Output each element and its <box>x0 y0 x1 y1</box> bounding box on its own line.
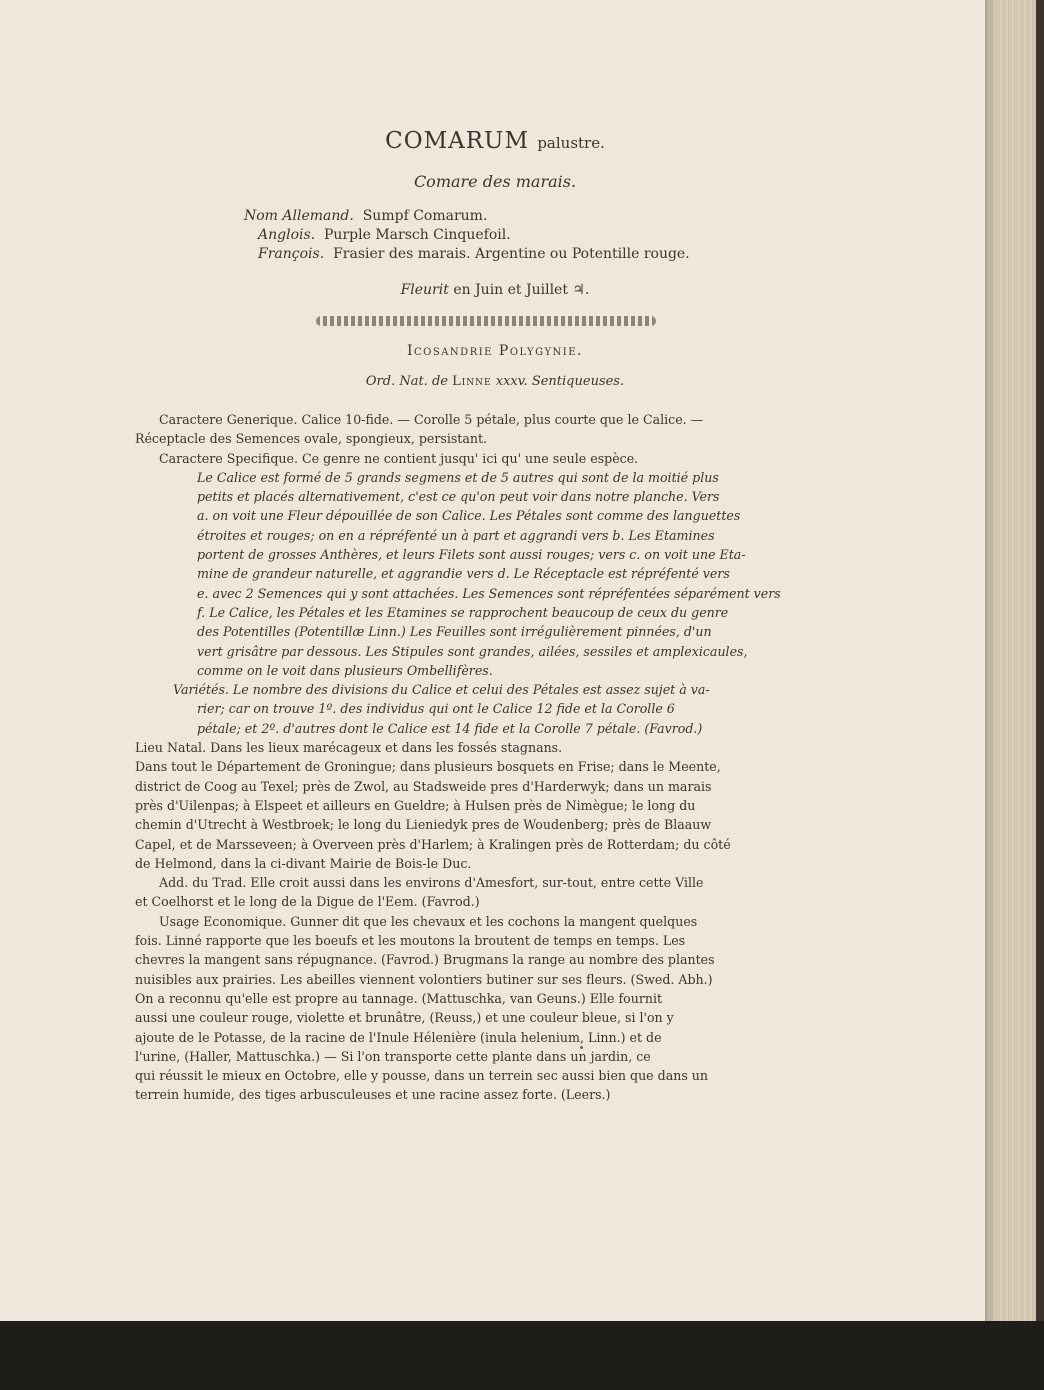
ink-speck <box>580 1046 583 1049</box>
description-text <box>135 410 835 1105</box>
text-line: Réceptacle des Semences ovale, spongieux, persistant. <box>135 431 488 447</box>
text-line: f. Le Calice, les Pétales et les Etamines se rapprochent beaucoup de ceux du genre <box>197 604 729 620</box>
text-line: mine de grandeur naturelle, et aggrandie vers d. Le Réceptacle est répréfenté vers <box>197 566 730 582</box>
text-line: Lieu Natal. Dans les lieux marécageux et dans les fossés stagnans. <box>135 740 563 756</box>
text-line: Capel, et de Marsseveen; à Overveen près d'Harlem; à Kralingen près de Rotterdam; du côté <box>135 836 731 852</box>
text-line: étroites et rouges; on en a répréfenté un à part et aggrandi vers b. Les Etamines <box>197 527 715 543</box>
flowering-period <box>0 282 990 298</box>
species-epithet: palustre. <box>537 134 605 152</box>
flowering-label: Fleurit <box>400 282 449 298</box>
text-line: Usage Economique. Gunner dit que les chevaux et les cochons la mangent quelques <box>159 913 698 929</box>
linnaean-class: Icosandrie Polygynie. <box>406 343 584 359</box>
name-row-english <box>244 226 690 245</box>
text-line: de Helmond, dans la ci-divant Mairie de Bois-le Duc. <box>135 855 472 871</box>
genus-name: COMARUM <box>385 128 529 154</box>
text-line: Add. du Trad. Elle croit aussi dans les environs d'Amesfort, sur-tout, entre cette Ville <box>159 875 704 891</box>
text-line: Caractere Generique. Calice 10-fide. — Corolle 5 pétale, plus courte que le Calice. — <box>159 412 704 427</box>
species-title <box>0 128 990 154</box>
text-line: On a reconnu qu'elle est propre au tannage. (Mattuschka, van Geuns.) Elle fournit <box>135 990 663 1006</box>
text-line: Dans tout le Département de Groningue; dans plusieurs bosquets en Frise; dans le Meente, <box>135 759 721 775</box>
text-line: petits et placés alternativement, c'est ce qu'on peut voir dans notre planche. Vers <box>197 489 720 505</box>
order-rest: xxxv. Sentiqueuses. <box>495 374 625 389</box>
text-line: Caractere Specifique. Ce genre ne contient jusqu' ici qu' une seule espèce. <box>159 450 639 466</box>
bottom-border <box>0 1321 1044 1390</box>
name-lang: Anglois. <box>258 227 316 243</box>
text-line: aussi une couleur rouge, violette et brunâtre, (Reuss,) et une couleur bleue, si l'on y <box>135 1010 674 1026</box>
name-row-german <box>244 207 690 226</box>
french-common-name: Comare des marais. <box>413 172 577 191</box>
text-line: nuisibles aux prairies. Les abeilles viennent volontiers butiner sur ses fleurs. (Swed. Abh.) <box>135 971 713 987</box>
text-line: pétale; et 2º. d'autres dont le Calice est 14 fide et la Corolle 7 pétale. (Favrod.) <box>197 720 703 736</box>
vernacular-names <box>244 207 690 264</box>
text-line: Variétés. Le nombre des divisions du Calice et celui des Pétales est assez sujet à va- <box>173 682 710 698</box>
page-stack-edges <box>985 0 1044 1321</box>
text-line: fois. Linné rapporte que les boeufs et les moutons la broutent de temps en temps. Les <box>135 933 686 949</box>
text-line: l'urine, (Haller, Mattuschka.) — Si l'on transporte cette plante dans un jardin, ce <box>135 1048 651 1064</box>
text-line: district de Coog au Texel; près de Zwol, au Stadsweide pres d'Harderwyk; dans un marais <box>135 778 712 794</box>
text-line: ajoute de le Potasse, de la racine de l'Inule Hélenière (inula helenium, Linn.) et de <box>135 1029 662 1045</box>
text-line: Le Calice est formé de 5 grands segmens et de 5 autres qui sont de la moitié plus <box>197 469 719 485</box>
name-lang: François. <box>258 246 325 262</box>
order-prefix: Ord. Nat. de <box>365 374 448 389</box>
text-line: chemin d'Utrecht à Westbroek; le long du Lieniedyk pres de Woudenberg; près de Blaauw <box>135 817 712 833</box>
text-line: vert grisâtre par dessous. Les Stipules sont grandes, ailées, sessiles et amplexicaules, <box>197 643 748 659</box>
natural-order <box>0 374 990 389</box>
text-line: e. avec 2 Semences qui y sont attachées. Les Semences sont répréfentées séparément vers <box>197 585 781 601</box>
text-line: des Potentilles (Potentillæ Linn.) Les Feuilles sont irrégulièrement pinnées, d'un <box>197 624 712 640</box>
name-value: Purple Marsch Cinquefoil. <box>324 227 511 243</box>
text-line: et Coelhorst et le long de la Digue de l'Eem. (Favrod.) <box>135 894 480 910</box>
ornament-divider <box>316 316 656 326</box>
text-line: terrein humide, des tiges arbusculeuses et une racine assez forte. (Leers.) <box>135 1087 611 1103</box>
text-line: a. on voit une Fleur dépouillée de son Calice. Les Pétales sont comme des languettes <box>197 508 741 524</box>
name-row-french <box>244 245 690 264</box>
name-value: Sumpf Comarum. <box>362 208 488 224</box>
text-line: portent de grosses Anthères, et leurs Filets sont aussi rouges; vers c. on voit une Eta- <box>197 547 746 563</box>
text-line: comme on le voit dans plusieurs Ombellifères. <box>197 662 493 678</box>
text-line: près d'Uilenpas; à Elspeet et ailleurs en Gueldre; à Hulsen près de Nimègue; le long du <box>135 797 696 813</box>
text-line: rier; car on trouve 1º. des individus qui ont le Calice 12 fide et la Corolle 6 <box>197 701 675 717</box>
text-line: chevres la mangent sans répugnance. (Favrod.) Brugmans la range au nombre des plantes <box>135 952 715 968</box>
flowering-text: en Juin et Juillet ♃. <box>453 282 590 298</box>
name-value: Frasier des marais. Argentine ou Potentille rouge. <box>333 246 690 262</box>
order-author: Linne <box>452 374 492 389</box>
text-line: qui réussit le mieux en Octobre, elle y pousse, dans un terrein sec aussi bien que dans un <box>135 1068 709 1084</box>
name-lang: Nom Allemand. <box>244 208 354 224</box>
